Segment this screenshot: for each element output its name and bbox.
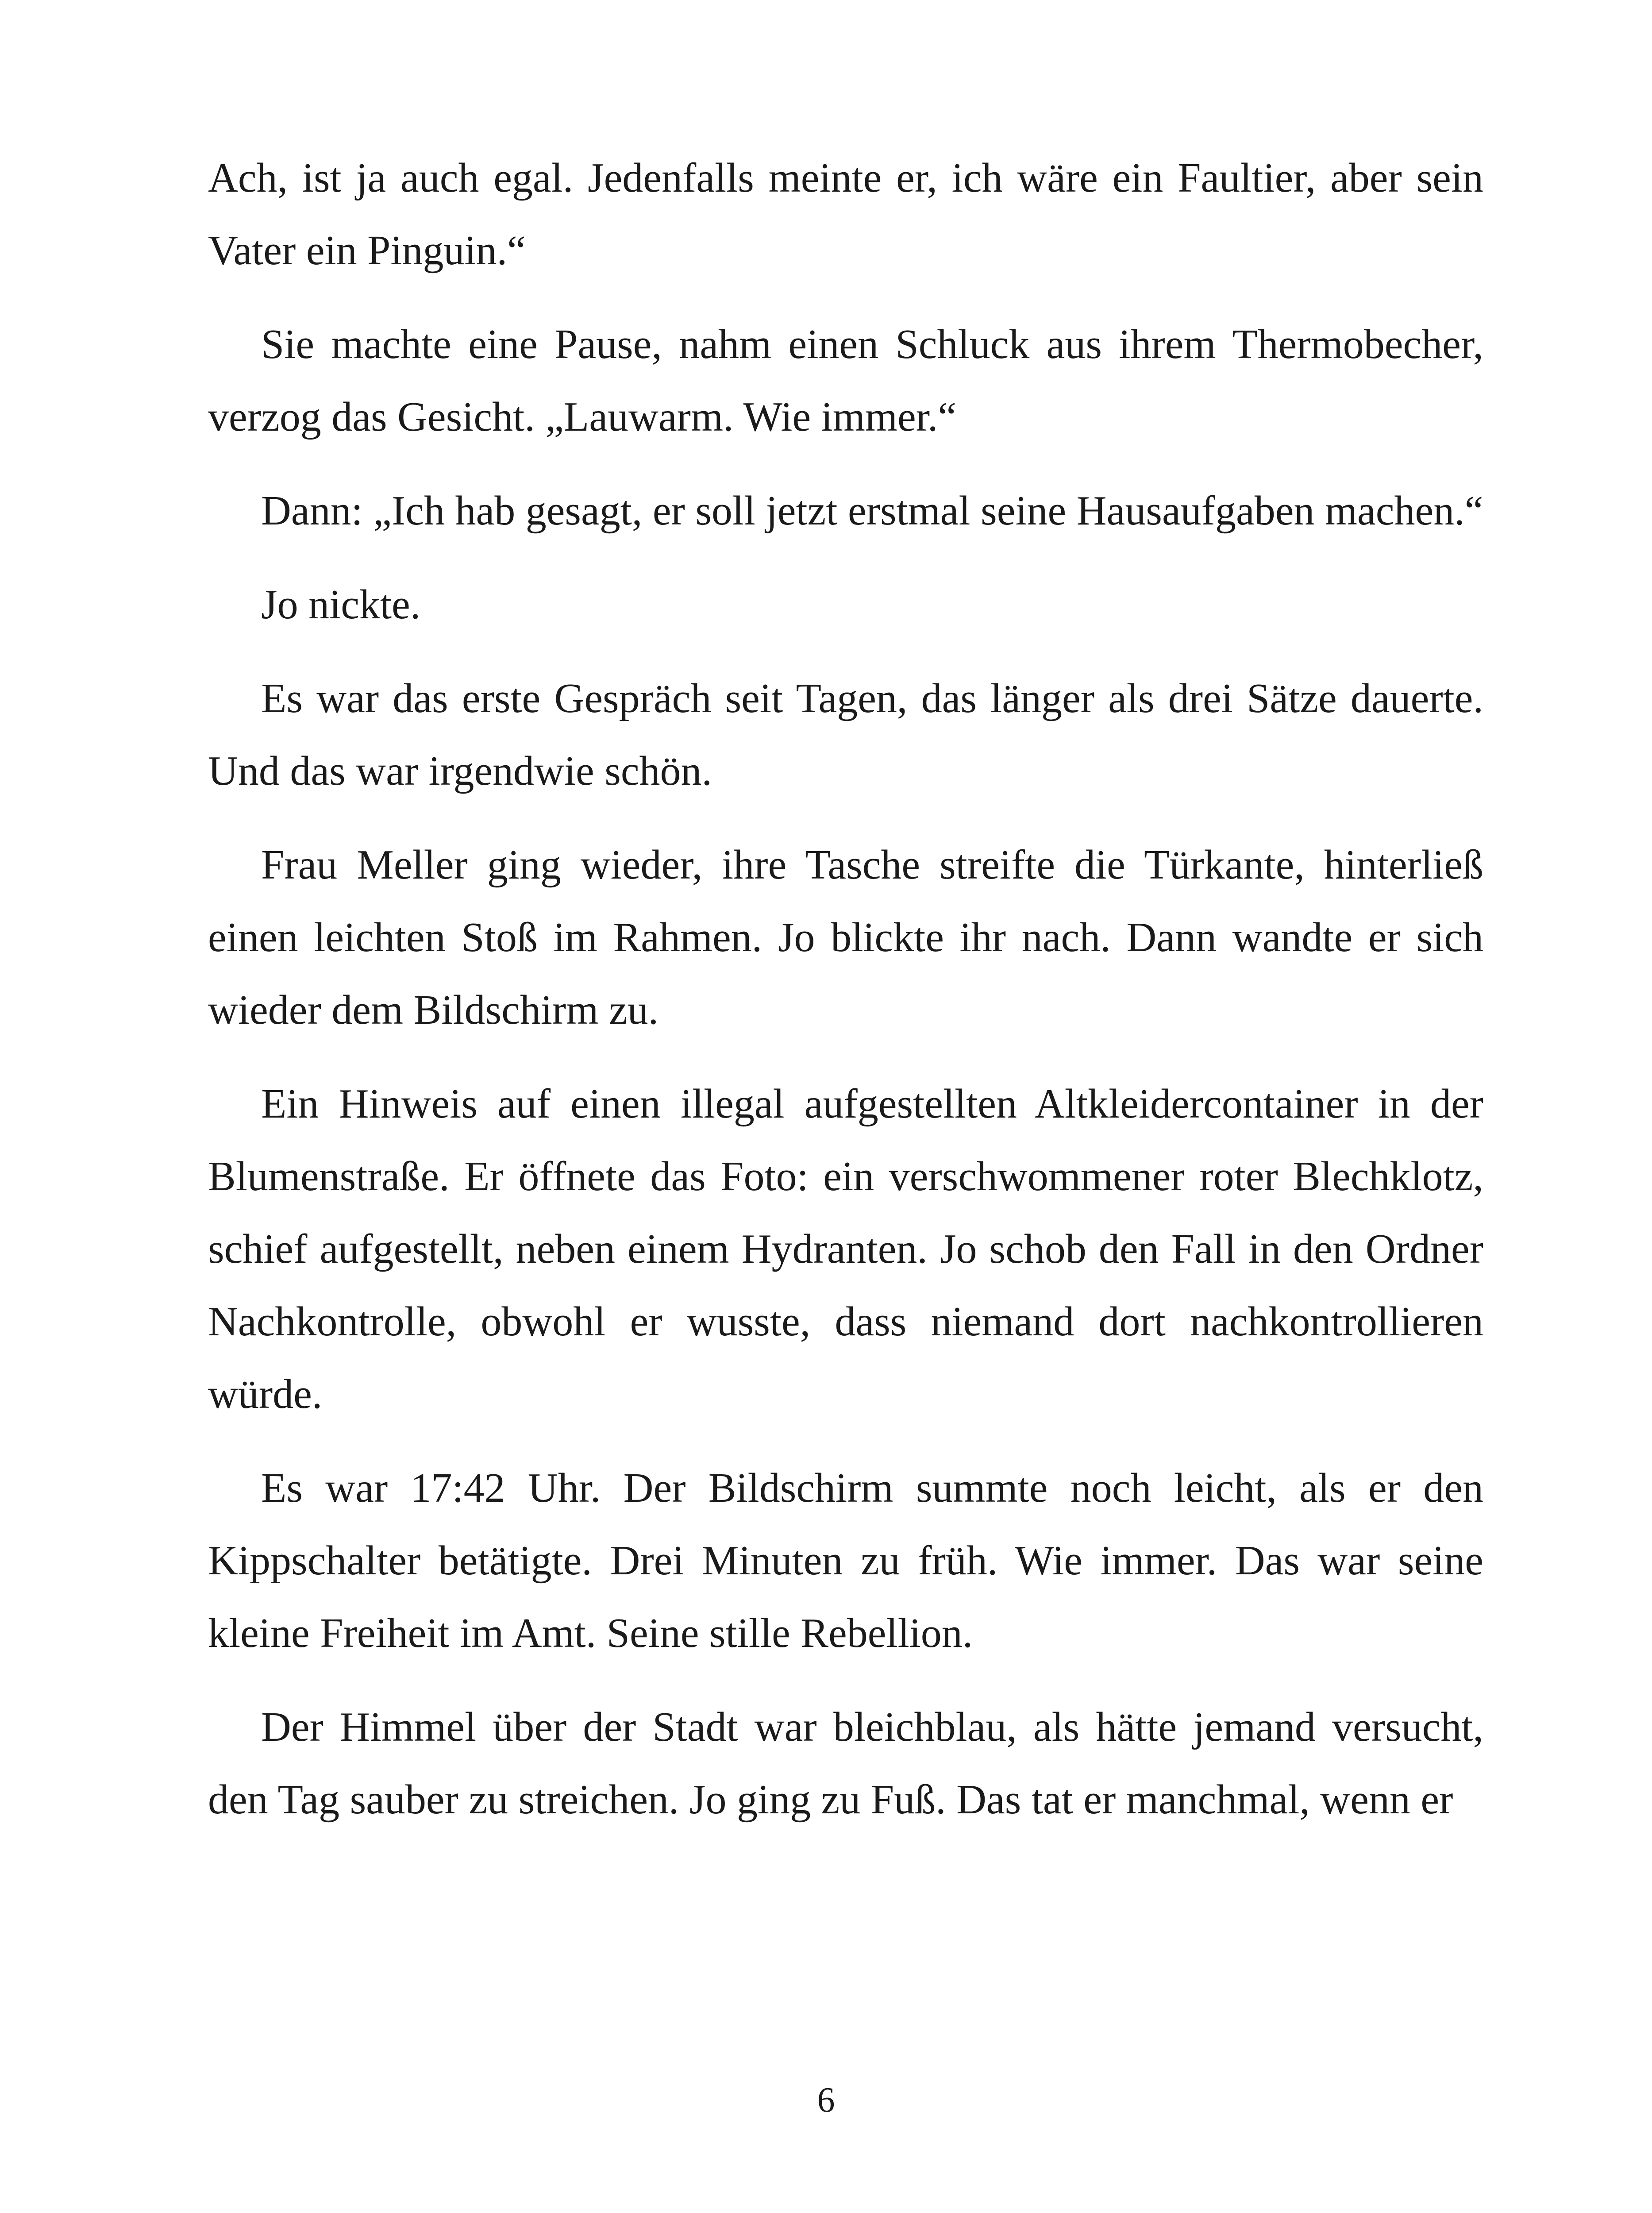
- paragraph-3: Dann: „Ich hab gesagt, er soll jetzt erstmal seine Hausaufgaben machen.“: [261, 488, 1483, 534]
- paragraph-6: Frau Meller ging wieder, ihre Tasche streifte die Türkante, hinterließ einen leichten Stoß im Rahmen. Jo blickte ihr nach. Dann wandte er sich wieder dem Bildschirm zu.: [208, 842, 1483, 1033]
- page-number: 6: [817, 2081, 835, 2120]
- paragraph-9: Der Himmel über der Stadt war bleichblau, als hätte jemand versucht, den Tag sauber zu streichen. Jo ging zu Fuß. Das tat er manchmal, wenn er: [208, 1704, 1483, 1823]
- body-text: [208, 142, 1483, 1857]
- paragraph-7: Ein Hinweis auf einen illegal aufgestellten Altkleidercontainer in der Blumenstraße. Er öffnete das Foto: ein verschwommener roter Blechklotz, schief aufgestellt, neben einem Hydranten. Jo schob den Fall in den Ordner Nachkontrolle, obwohl er wusste, dass niemand dort nachkontrollieren würde.: [208, 1081, 1483, 1417]
- paragraph-4: Jo nickte.: [261, 582, 421, 628]
- paragraph-1: Ach, ist ja auch egal. Jedenfalls meinte er, ich wäre ein Faultier, aber sein Vater ein Pinguin.“: [208, 155, 1483, 274]
- paragraph-8: Es war 17:42 Uhr. Der Bildschirm summte noch leicht, als er den Kippschalter betätigte. Drei Minuten zu früh. Wie immer. Das war seine kleine Freiheit im Amt. Seine stille Rebellion.: [208, 1465, 1483, 1656]
- paragraph-2: Sie machte eine Pause, nahm einen Schluck aus ihrem Thermobecher, verzog das Gesicht. „Lauwarm. Wie immer.“: [208, 321, 1483, 440]
- paragraph-5: Es war das erste Gespräch seit Tagen, das länger als drei Sätze dauerte. Und das war irgendwie schön.: [208, 675, 1483, 794]
